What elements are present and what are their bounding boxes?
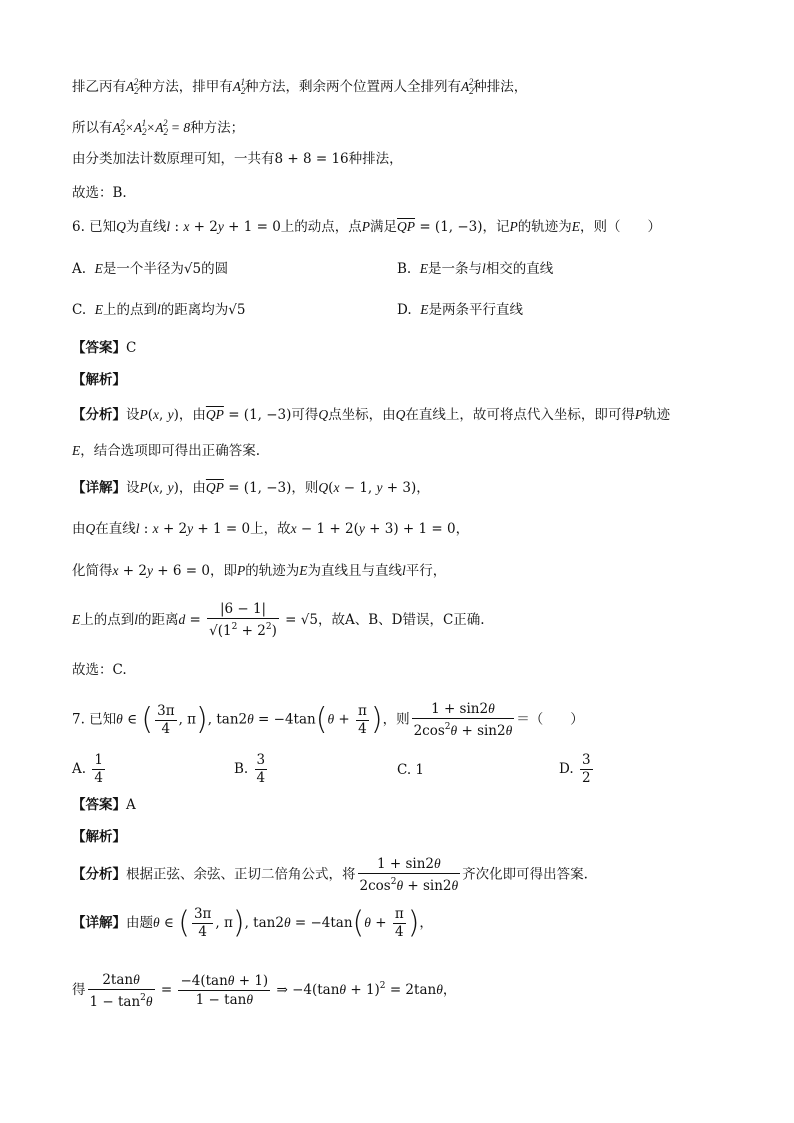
text: 的圆: [201, 261, 229, 277]
formula: E: [571, 219, 581, 234]
text: 相交的直线: [485, 261, 554, 277]
formula: x: [183, 219, 190, 234]
text: ，: [455, 521, 470, 537]
text: ，即: [209, 563, 237, 579]
option-d: D. E是两条平行直线: [397, 302, 523, 318]
analysis-6-line-2: E，结合选项即可得出正确答案.: [72, 443, 261, 459]
text: 是一条与: [428, 261, 483, 277]
text: 满足: [370, 219, 398, 235]
analysis-tag-6: 【解析】: [72, 372, 126, 388]
text-line-3: 由分类加法计数原理可知，一共有8 + 8 = 16种排法，: [72, 151, 403, 167]
text: ，由: [178, 407, 206, 423]
text: 化简得: [72, 563, 113, 579]
text-line-2: [72, 113, 244, 142]
text: ，: [442, 982, 457, 998]
text: ，结合选项即可得出正确答案.: [80, 443, 261, 459]
answer-value: A: [126, 797, 136, 813]
analysis-tag-7: 【解析】: [72, 829, 126, 845]
text: 上的点到: [80, 612, 135, 628]
text-line-1: [72, 72, 527, 101]
detail-6-end: 故选：C.: [72, 662, 127, 678]
option-b: B. E是一条与l相交的直线: [397, 261, 554, 277]
answer-tag: 【答案】: [72, 797, 126, 813]
analysis-6-line-1: 【分析】设P(x, y)，由$\overline{QP} = (1$, −3)可得Q点坐标，由Q在直线上，故可将点代入坐标，即可得P轨迹: [72, 407, 671, 423]
text: 设: [126, 480, 140, 496]
detail-6-line-1: 【详解】设P(x, y)，由$\overline{QP} = (1$, −3)，则Q(x − 1, y + 3)，: [72, 480, 430, 496]
text: 所以有: [72, 120, 113, 136]
text: 为直线且与直线: [307, 563, 402, 579]
text: ＝（ ）: [516, 711, 584, 728]
question-6-stem: 6. 已知Q为直线l : x + 2y + 1 = 0上的动点，点P满足$\overline{QP} = (1$, −3)，记P的轨迹为E，则（ ）: [72, 219, 662, 235]
text: ，由: [178, 480, 206, 496]
text: ，: [419, 915, 433, 931]
text: B.: [234, 761, 249, 777]
detail-7-line-2: 得 $\frac{2\tan\theta}{1 - \tan^2\theta}$ = $\frac{-4(\tan\theta + 1)}{1 - \tan\theta}$ ⇒ $-4(\tan\theta + 1)^2 = 2\tan\theta$，: [72, 971, 457, 1010]
text: 的距离: [138, 612, 179, 628]
text: 种排法，: [473, 79, 528, 95]
analysis-7-line-1: 【分析】根据正弦、余弦、正切二倍角公式，将 $\frac{1 + \sin 2\theta}{2\cos^2\theta + \sin 2\theta}$ 齐次化即可得出答案.: [72, 856, 588, 894]
detail-6-line-2: 由Q在直线l : x + 2y + 1 = 0上，故x − 1 + 2(y + 3) + 1 = 0，: [72, 521, 470, 537]
text: 齐次化即可得出答案.: [462, 866, 588, 883]
text: 6. 已知: [72, 219, 117, 235]
text: 种方法；: [190, 120, 245, 136]
formula: P: [509, 219, 518, 234]
text: 设: [126, 407, 140, 423]
text: 的轨迹为: [517, 219, 572, 235]
xiangjie-tag: 【详解】: [72, 480, 126, 496]
detail-6-line-3: 化简得x + 2y + 6 = 0，即P的轨迹为E为直线且与直线l平行，: [72, 563, 447, 579]
fenxi-tag: 【分析】: [72, 866, 126, 883]
text: 可得: [291, 407, 319, 423]
text: ，则: [382, 711, 410, 728]
formula: $\overline{QP}$: [397, 219, 416, 234]
formula: $A_2^2$: [461, 77, 474, 96]
text: ，记: [482, 219, 510, 235]
text: 的距离均为: [160, 302, 229, 318]
detail-7-line-1: 【详解】由题θ ∈ ( $\frac{3\pi}{4}$ , π), tan2θ = −4tan(θ + $\frac{\pi}{4}$ )，: [72, 905, 433, 941]
text: 根据正弦、余弦、正切二倍角公式，将: [126, 866, 356, 883]
formula: $A_2^2$: [126, 77, 139, 96]
option-c: C. E上的点到l的距离均为√5: [72, 302, 246, 318]
text: 种方法，排甲有: [138, 79, 233, 95]
text: 由: [72, 521, 86, 537]
text-line-4: 故选：B.: [72, 185, 127, 201]
text: 的轨迹为: [245, 563, 300, 579]
text: 由题: [126, 915, 153, 931]
text: 上，故: [250, 521, 291, 537]
answer-value: C: [126, 340, 137, 356]
xiangjie-tag: 【详解】: [72, 915, 126, 931]
option-c: C. 1: [397, 762, 425, 778]
formula: $A_2^1$: [232, 77, 246, 96]
text: 平行，: [405, 563, 447, 579]
option-b: B. $\frac{3}{4}$: [234, 752, 266, 786]
text: 种方法，剩余两个位置两人全排列有: [245, 79, 461, 95]
option-d: D. $\frac{3}{2}$: [559, 752, 591, 786]
text: 为直线: [125, 219, 167, 235]
formula: l: [166, 219, 171, 234]
text: 上的点到: [102, 302, 157, 318]
distance-fraction: $\frac{|6 - 1|}{√(1^2 + 2^2)}$: [209, 601, 277, 639]
text: 是一个半径为: [102, 261, 184, 277]
text: ，故A、B、D错误，C正确.: [317, 612, 485, 628]
text: ，: [416, 480, 430, 496]
text: D.: [559, 761, 574, 777]
text: 得: [72, 982, 86, 998]
answer-tag: 【答案】: [72, 340, 126, 356]
formula: Q: [116, 219, 126, 234]
answer-6: [72, 338, 136, 358]
formula: P: [361, 219, 371, 234]
text: 是两条平行直线: [428, 302, 523, 318]
text: 在直线上，故可将点代入坐标，即可得: [405, 407, 635, 423]
text: A.: [72, 761, 87, 777]
answer-7: [72, 795, 136, 815]
formula: $A_2^2\times A_2^1\times A_2^2 = 8$: [112, 118, 191, 137]
text: 7. 已知: [72, 711, 117, 728]
question-7-stem: 7. 已知θ ∈ ( $\frac{3\pi}{4}$ , π), tan2θ = −4tan(θ + $\frac{\pi}{4}$ )，则 $\frac{1 + \sin 2\theta}{2\cos^2\theta + \sin 2\theta}$ ＝（ ）: [72, 701, 584, 739]
text: 排乙丙有: [72, 79, 126, 95]
option-a: A. $\frac{1}{4}$: [72, 752, 103, 786]
text: 点坐标，由: [328, 407, 396, 423]
text: ，则（ ）: [580, 219, 662, 235]
text: 在直线: [95, 521, 136, 537]
option-a: A. E是一个半径为√5的圆: [72, 261, 229, 277]
text: 轨迹: [643, 407, 671, 423]
text: 上的动点，点: [280, 219, 362, 235]
detail-6-line-4: E上的点到l的距离d = $\frac{|6 - 1|}{√(1^2 + 2^2)}$ = √5，故A、B、D错误，C正确.: [72, 601, 485, 639]
text: ，则: [291, 480, 319, 496]
fenxi-tag: 【分析】: [72, 407, 126, 423]
